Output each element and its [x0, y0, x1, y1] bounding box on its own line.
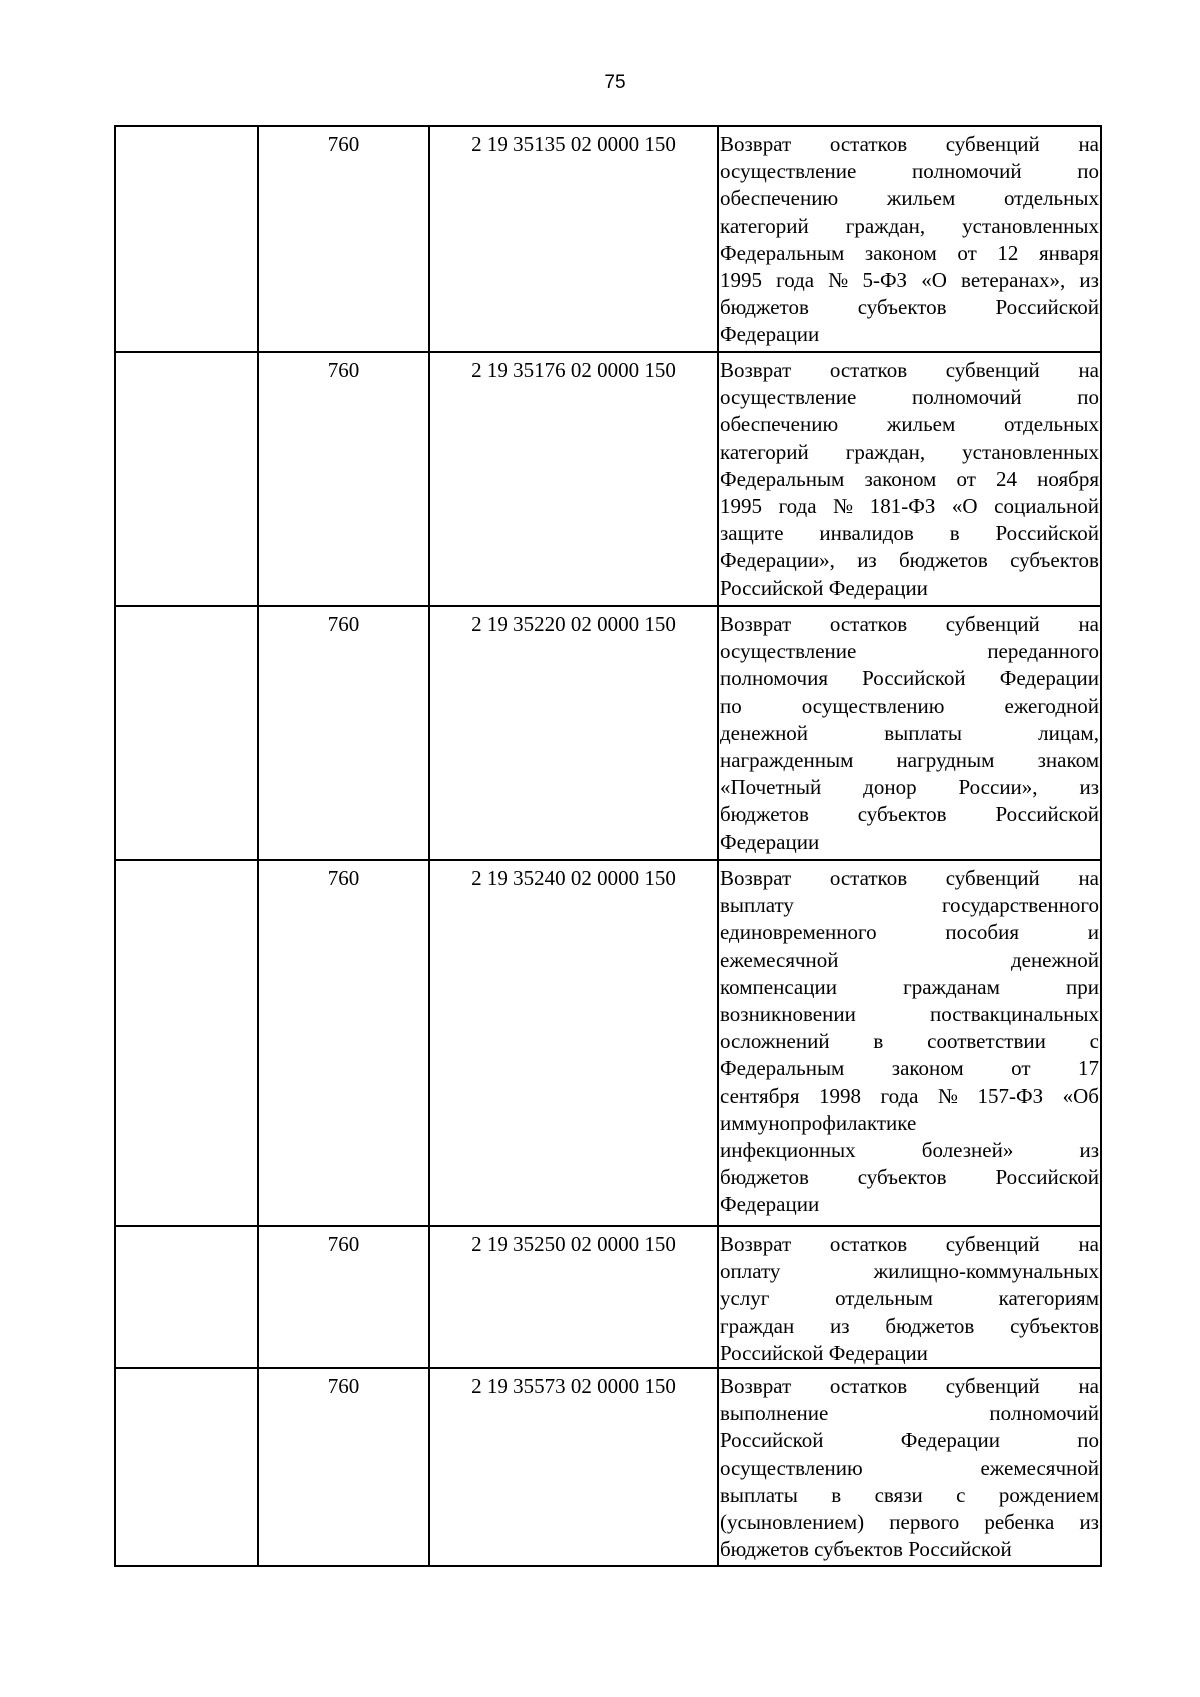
admin-code-cell: 760 [258, 126, 429, 352]
word: Федеральным [720, 240, 845, 265]
description-line: бюджетов субъектов Российской [720, 1537, 1012, 1562]
word: отдельных [1003, 412, 1099, 437]
word: полномочий [989, 1401, 1099, 1426]
budget-code-cell: 2 19 35240 02 0000 150 [429, 860, 718, 1226]
word: установленных [962, 439, 1099, 464]
word: «О [921, 268, 947, 293]
description-line [720, 1137, 1099, 1164]
word: субъектов [857, 802, 947, 827]
word: выплаты [884, 720, 963, 745]
word: субъектов [857, 295, 947, 320]
word: субъектов [1010, 1313, 1099, 1338]
empty-cell [115, 352, 258, 606]
description-cell [718, 860, 1101, 1226]
budget-code-cell: 2 19 35220 02 0000 150 [429, 606, 718, 860]
word: Российской [995, 802, 1099, 827]
word: лицам, [1038, 720, 1099, 745]
admin-code-cell: 760 [258, 860, 429, 1226]
description-line [720, 665, 1099, 692]
word: нагрудным [896, 748, 995, 773]
word: субвенций [945, 1374, 1040, 1399]
description-line [720, 892, 1099, 919]
word: отдельным [835, 1286, 933, 1311]
description-line [720, 131, 1099, 158]
word: остатков [829, 1374, 908, 1399]
admin-code-cell: 760 [258, 1368, 429, 1566]
word: рождением [998, 1482, 1099, 1507]
word: года [778, 494, 817, 519]
word: 1995 [720, 494, 762, 519]
word: от [956, 466, 976, 491]
word: Федерации», [720, 548, 835, 573]
word: защите [720, 521, 784, 546]
word: ежемесячной [980, 1455, 1099, 1480]
word: бюджетов [720, 802, 809, 827]
description-line [720, 439, 1099, 466]
word: года [880, 1083, 919, 1108]
word: осуществление [720, 385, 857, 410]
word: Российской [995, 1165, 1099, 1190]
justified-line [720, 1164, 1099, 1191]
word: Федерации [999, 666, 1099, 691]
word: категорий [720, 439, 809, 464]
word: на [1078, 866, 1099, 890]
budget-code-cell: 2 19 35176 02 0000 150 [429, 352, 718, 606]
word: переданного [987, 639, 1099, 664]
description-line [720, 411, 1099, 438]
table-row [115, 860, 1101, 1226]
justified-line [720, 267, 1099, 294]
justified-line [720, 801, 1099, 828]
justified-line [720, 357, 1099, 384]
word: осуществлению [720, 1455, 863, 1480]
justified-line [720, 1258, 1099, 1285]
word: осуществление [720, 159, 857, 184]
word: Российской [995, 295, 1099, 320]
word: выполнение [720, 1401, 829, 1426]
word: из [1079, 268, 1099, 293]
word: 1998 [819, 1083, 862, 1108]
justified-line [720, 919, 1099, 946]
word: Возврат [720, 132, 792, 156]
word: на [1078, 132, 1099, 156]
description-line [720, 1509, 1099, 1536]
word: бюджетов [898, 548, 988, 573]
description-line [720, 865, 1099, 892]
justified-line [720, 240, 1099, 267]
description-line: Федерации [720, 829, 820, 854]
word: денежной [720, 720, 809, 745]
word: субвенций [945, 612, 1040, 636]
justified-line [720, 1427, 1099, 1454]
description-line [720, 1313, 1099, 1340]
justified-line [720, 158, 1099, 185]
word: бюджетов [720, 295, 809, 320]
description-line [720, 919, 1099, 946]
word: № [828, 268, 849, 293]
word: полномочия [720, 666, 828, 691]
word: (усыновлением) [720, 1510, 865, 1535]
justified-line [720, 1509, 1099, 1536]
justified-line [720, 1137, 1099, 1164]
page-number: 75 [604, 72, 626, 93]
word: остатков [829, 132, 908, 156]
description-line: Российской Федерации [720, 575, 928, 600]
word: донор [863, 775, 917, 800]
word: Федеральным [720, 1056, 845, 1081]
word: единовременного [720, 920, 877, 945]
justified-line [720, 294, 1099, 321]
word: бюджетов [885, 1313, 975, 1338]
word: денежной [1010, 947, 1099, 972]
word: государственного [941, 893, 1099, 918]
word: по [1077, 159, 1099, 184]
word: «Об [1062, 1083, 1099, 1108]
justified-line [720, 1313, 1099, 1340]
budget-code-cell: 2 19 35135 02 0000 150 [429, 126, 718, 352]
description-line [720, 974, 1099, 1001]
description-line [720, 1028, 1099, 1055]
description-line [720, 493, 1099, 520]
justified-line [720, 865, 1099, 892]
description-line [720, 520, 1099, 547]
word: законом [864, 466, 937, 491]
word: России», [958, 775, 1038, 800]
word: по [720, 693, 742, 718]
description-line [720, 693, 1099, 720]
word: пособия [945, 920, 1020, 945]
word: Возврат [720, 358, 792, 382]
budget-code-cell: 2 19 35573 02 0000 150 [429, 1368, 718, 1566]
word: № [938, 1083, 959, 1108]
word: Федеральным [720, 466, 845, 491]
description-line [720, 720, 1099, 747]
description-line: Федерации [720, 1192, 820, 1217]
justified-line [720, 1285, 1099, 1312]
word: инфекционных [720, 1138, 856, 1163]
justified-line [720, 1231, 1099, 1258]
description-line [720, 747, 1099, 774]
word: категориям [998, 1286, 1099, 1311]
word: поствакцинальных [929, 1002, 1099, 1027]
word: из [857, 548, 877, 573]
word: при [1066, 974, 1099, 999]
admin-code-cell: 760 [258, 1226, 429, 1368]
word: Возврат [720, 612, 792, 636]
justified-line [720, 747, 1099, 774]
justified-line [720, 1373, 1099, 1400]
word: установленных [962, 213, 1099, 238]
description-cell [718, 126, 1101, 352]
word: выплаты [720, 1482, 798, 1507]
word: осложнений [720, 1029, 830, 1054]
budget-classification-table [114, 125, 1102, 1567]
word: отдельных [1003, 186, 1099, 211]
justified-line [720, 493, 1099, 520]
word: гражданам [903, 974, 1000, 999]
word: остатков [829, 612, 908, 636]
word: граждан, [845, 439, 926, 464]
justified-line [720, 693, 1099, 720]
description-line [720, 1055, 1099, 1082]
justified-line [720, 1455, 1099, 1482]
description-line: иммунопрофилактике [720, 1110, 917, 1135]
word: 1995 [720, 268, 762, 293]
justified-line [720, 892, 1099, 919]
word: сентября [720, 1083, 800, 1108]
description-line [720, 466, 1099, 493]
justified-line [720, 638, 1099, 665]
description-line [720, 213, 1099, 240]
justified-line [720, 1400, 1099, 1427]
description-line [720, 1482, 1099, 1509]
justified-line [720, 947, 1099, 974]
description-line [720, 384, 1099, 411]
word: болезней» [921, 1138, 1014, 1163]
word: на [1078, 1374, 1099, 1399]
word: жилищно-коммунальных [873, 1259, 1099, 1284]
word: января [1038, 240, 1099, 265]
word: от [957, 240, 977, 265]
word: в [831, 1482, 842, 1507]
word: 181-ФЗ [869, 494, 936, 519]
word: с [956, 1482, 966, 1507]
word: жильем [886, 186, 956, 211]
table-row [115, 1226, 1101, 1368]
description-line [720, 1427, 1099, 1454]
word: категорий [720, 213, 809, 238]
empty-cell [115, 126, 258, 352]
word: в [949, 521, 960, 546]
justified-line [720, 611, 1099, 638]
word: из [1079, 775, 1099, 800]
word: по [1077, 1428, 1099, 1453]
justified-line [720, 1028, 1099, 1055]
word: Возврат [720, 866, 792, 890]
word: ветеранах», [961, 268, 1066, 293]
word: Российской [720, 1428, 824, 1453]
description-cell [718, 606, 1101, 860]
justified-line [720, 520, 1099, 547]
word: 157-ФЗ [977, 1083, 1044, 1108]
word: полномочий [912, 159, 1022, 184]
word: на [1078, 358, 1099, 382]
word: связи [874, 1482, 923, 1507]
word: соответствии [927, 1029, 1046, 1054]
budget-code-cell: 2 19 35250 02 0000 150 [429, 1226, 718, 1368]
word: на [1078, 612, 1099, 636]
word: субвенций [945, 1232, 1040, 1256]
justified-line [720, 1083, 1099, 1110]
table-row [115, 606, 1101, 860]
word: ноября [1037, 466, 1099, 491]
word: социальной [994, 494, 1099, 519]
description-line [720, 357, 1099, 384]
justified-line [720, 1482, 1099, 1509]
word: субъектов [1010, 548, 1099, 573]
word: года [776, 268, 815, 293]
justified-line [720, 974, 1099, 1001]
description-line [720, 294, 1099, 321]
justified-line [720, 1055, 1099, 1082]
justified-line [720, 384, 1099, 411]
word: «Почетный [720, 775, 822, 800]
description-line [720, 547, 1099, 574]
justified-line [720, 774, 1099, 801]
empty-cell [115, 1226, 258, 1368]
description-cell [718, 352, 1101, 606]
word: остатков [829, 1232, 908, 1256]
empty-cell [115, 860, 258, 1226]
description-line [720, 240, 1099, 267]
word: и [1087, 920, 1099, 945]
word: инвалидов [819, 521, 914, 546]
word: с [1089, 1029, 1099, 1054]
word: услуг [720, 1286, 770, 1311]
justified-line [720, 665, 1099, 692]
word: законом [864, 240, 937, 265]
word: 5-ФЗ [862, 268, 908, 293]
word: возникновении [720, 1002, 856, 1027]
word: остатков [829, 866, 908, 890]
word: «О [951, 494, 978, 519]
description-line [720, 1001, 1099, 1028]
word: № [833, 494, 854, 519]
description-line: Российской Федерации [720, 1340, 928, 1365]
word: 17 [1078, 1056, 1099, 1081]
word: граждан [720, 1313, 795, 1338]
description-line [720, 185, 1099, 212]
word: 12 [997, 240, 1019, 265]
description-cell [718, 1368, 1101, 1566]
word: 24 [996, 466, 1018, 491]
description-line [720, 611, 1099, 638]
description-line [720, 1258, 1099, 1285]
table-row [115, 126, 1101, 352]
word: ежемесячной [720, 947, 839, 972]
word: из [830, 1313, 850, 1338]
description-line [720, 1455, 1099, 1482]
empty-cell [115, 606, 258, 860]
word: в [873, 1029, 884, 1054]
word: знаком [1037, 748, 1099, 773]
word: осуществлению [801, 693, 945, 718]
word: субъектов [857, 1165, 947, 1190]
admin-code-cell: 760 [258, 352, 429, 606]
justified-line [720, 411, 1099, 438]
description-line [720, 638, 1099, 665]
word: из [1079, 1138, 1099, 1163]
description-line [720, 1164, 1099, 1191]
word: остатков [829, 358, 908, 382]
table-row [115, 1368, 1101, 1566]
word: Федерации [900, 1428, 1000, 1453]
word: субвенций [945, 358, 1040, 382]
word: Возврат [720, 1232, 792, 1256]
word: обеспечению [720, 412, 839, 437]
table-row [115, 352, 1101, 606]
description-line [720, 1083, 1099, 1110]
table-body [115, 126, 1101, 1566]
word: награжденным [720, 748, 854, 773]
word: ребенка [984, 1510, 1055, 1535]
word: первого [889, 1510, 960, 1535]
word: от [1011, 1056, 1031, 1081]
word: осуществление [720, 639, 857, 664]
word: Российской [995, 521, 1099, 546]
word: компенсации [720, 974, 837, 999]
word: выплату [720, 893, 794, 918]
description-line [720, 1285, 1099, 1312]
justified-line [720, 720, 1099, 747]
justified-line [720, 1001, 1099, 1028]
description-line [720, 267, 1099, 294]
word: граждан, [845, 213, 926, 238]
description-line [720, 158, 1099, 185]
admin-code-cell: 760 [258, 606, 429, 860]
justified-line [720, 213, 1099, 240]
word: оплату [720, 1259, 781, 1284]
word: по [1077, 385, 1099, 410]
description-cell [718, 1226, 1101, 1368]
word: из [1079, 1510, 1099, 1535]
description-line [720, 774, 1099, 801]
word: Возврат [720, 1374, 792, 1399]
justified-line [720, 185, 1099, 212]
word: полномочий [912, 385, 1022, 410]
word: ежегодной [1004, 693, 1099, 718]
word: жильем [886, 412, 956, 437]
word: обеспечению [720, 186, 839, 211]
justified-line [720, 547, 1099, 574]
description-line [720, 1400, 1099, 1427]
word: на [1078, 1232, 1099, 1256]
word: Российской [862, 666, 966, 691]
justified-line [720, 439, 1099, 466]
word: бюджетов [720, 1165, 809, 1190]
word: субвенций [945, 132, 1040, 156]
justified-line [720, 466, 1099, 493]
word: субвенций [945, 866, 1040, 890]
description-line [720, 1231, 1099, 1258]
description-line [720, 947, 1099, 974]
empty-cell [115, 1368, 258, 1566]
justified-line [720, 131, 1099, 158]
description-line: Федерации [720, 322, 820, 347]
word: законом [891, 1056, 964, 1081]
description-line [720, 801, 1099, 828]
description-line [720, 1373, 1099, 1400]
